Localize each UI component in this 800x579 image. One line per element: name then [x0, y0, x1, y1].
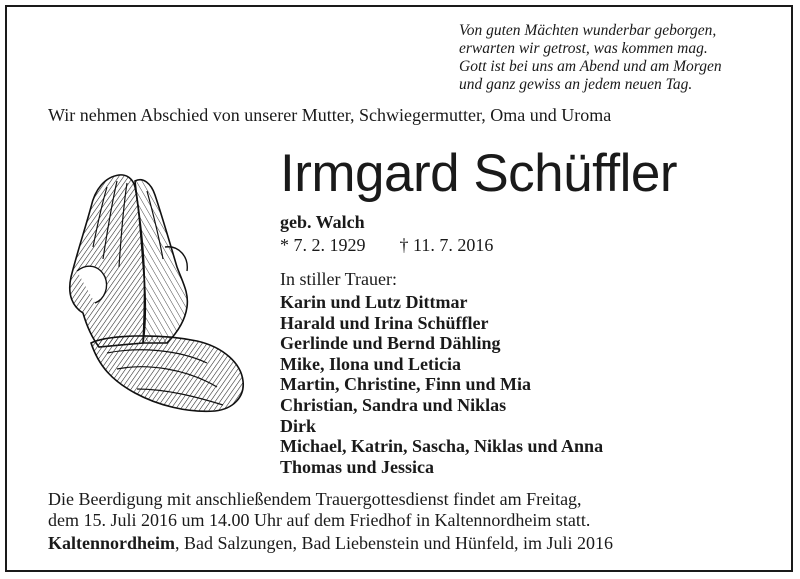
- mourner-name: Thomas und Jessica: [280, 456, 435, 477]
- death-date: † 11. 7. 2016: [399, 235, 494, 255]
- funeral-line: dem 15. Juli 2016 um 14.00 Uhr auf dem Friedhof in Kaltennordheim statt.: [48, 509, 591, 530]
- funeral-line: Die Beerdigung mit anschließendem Trauergottesdienst findet am Freitag,: [48, 489, 582, 509]
- obituary-card: [5, 5, 793, 572]
- mourners-label: In stiller Trauer:: [280, 269, 397, 289]
- funeral-notice: [48, 489, 590, 530]
- mourner-name: Mike, Ilona und Leticia: [280, 353, 462, 374]
- intro-text: Wir nehmen Abschied von unserer Mutter, Schwiegermutter, Oma und Uroma: [48, 105, 612, 125]
- mourner-name: Karin und Lutz Dittmar: [280, 292, 468, 312]
- mourner-name: Christian, Sandra und Niklas: [280, 394, 507, 415]
- birth-date: * 7. 2. 1929: [280, 235, 366, 255]
- poem-line: Gott ist bei uns am Abend und am Morgen: [459, 58, 722, 75]
- signature-rest: , Bad Salzungen, Bad Liebenstein und Hünfeld, im Juli 2016: [175, 533, 613, 553]
- praying-hands-icon: [47, 167, 247, 417]
- signature-line: [48, 533, 613, 554]
- mourner-name: Gerlinde und Bernd Dähling: [280, 333, 501, 354]
- mourner-name: Dirk: [280, 415, 316, 436]
- mourner-name: Michael, Katrin, Sascha, Niklas und Anna: [280, 436, 604, 457]
- mourner-name: Martin, Christine, Finn und Mia: [280, 374, 532, 395]
- life-dates: [280, 235, 493, 256]
- poem: [459, 22, 789, 94]
- deceased-name: Irmgard Schüffler: [280, 144, 678, 203]
- poem-line: und ganz gewiss an jedem neuen Tag.: [459, 76, 693, 93]
- maiden-name: geb. Walch: [280, 212, 365, 232]
- mourners-list: [280, 292, 603, 477]
- mourner-name: Harald und Irina Schüffler: [280, 312, 489, 333]
- poem-line: erwarten wir getrost, was kommen mag.: [459, 40, 708, 57]
- poem-line: Von guten Mächten wunderbar geborgen,: [459, 22, 717, 39]
- signature-place: Kaltennordheim: [48, 533, 176, 553]
